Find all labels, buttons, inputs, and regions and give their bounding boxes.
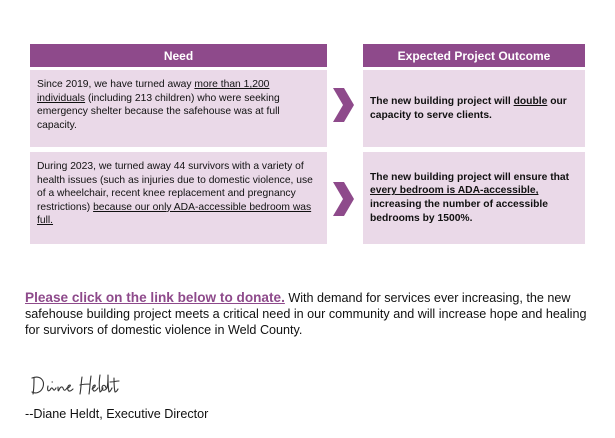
need-header: Need (30, 44, 327, 67)
donate-body: With demand for services ever increasing, the new safehouse building project meets a critical need in our community and will increase hope and healing for survivors of domestic violence in Weld County. (25, 291, 587, 337)
outcome-cell-1 (363, 70, 585, 147)
outcome-1-text-c: our capacity to serve clients. (370, 95, 567, 121)
need-cell-1 (30, 70, 327, 147)
outcome-2-text-b: every bedroom is ADA-accessible, (370, 185, 539, 197)
signature-image (30, 372, 140, 398)
outcome-1-text-a: The new building project will (370, 95, 514, 107)
need-2-text-a: During 2023, we turned away 44 survivors with a variety of health issues (such as injuries due to domestic violence, use of a wheelchair, recent knee replacement and pregnancy restrictions) (37, 161, 313, 213)
need-1-text-c: (including 213 children) who were seeking emergency shelter because the safehouse was at full capacity. (37, 92, 280, 131)
need-cell-2 (30, 152, 327, 244)
outcome-1-text-b: double (513, 95, 548, 107)
need-2-text-b: because our only ADA-accessible bedroom was full. (37, 201, 312, 227)
donate-link[interactable]: Please click on the link below to donate. (25, 290, 285, 305)
outcome-2-text-a: The new building project will ensure that (370, 171, 570, 183)
chevron-right-icon (331, 182, 355, 216)
need-1-text-a: Since 2019, we have turned away (37, 79, 195, 90)
chevron-right-icon (331, 88, 355, 122)
outcome-cell-2 (363, 152, 585, 244)
outcome-2-text-c: increasing the number of accessible bedrooms by 1500%. (370, 199, 548, 224)
outcome-header: Expected Project Outcome (363, 44, 585, 67)
donate-paragraph (25, 290, 593, 338)
signer-line: --Diane Heldt, Executive Director (25, 407, 209, 421)
need-1-text-b: more than 1,200 individuals (37, 79, 270, 104)
